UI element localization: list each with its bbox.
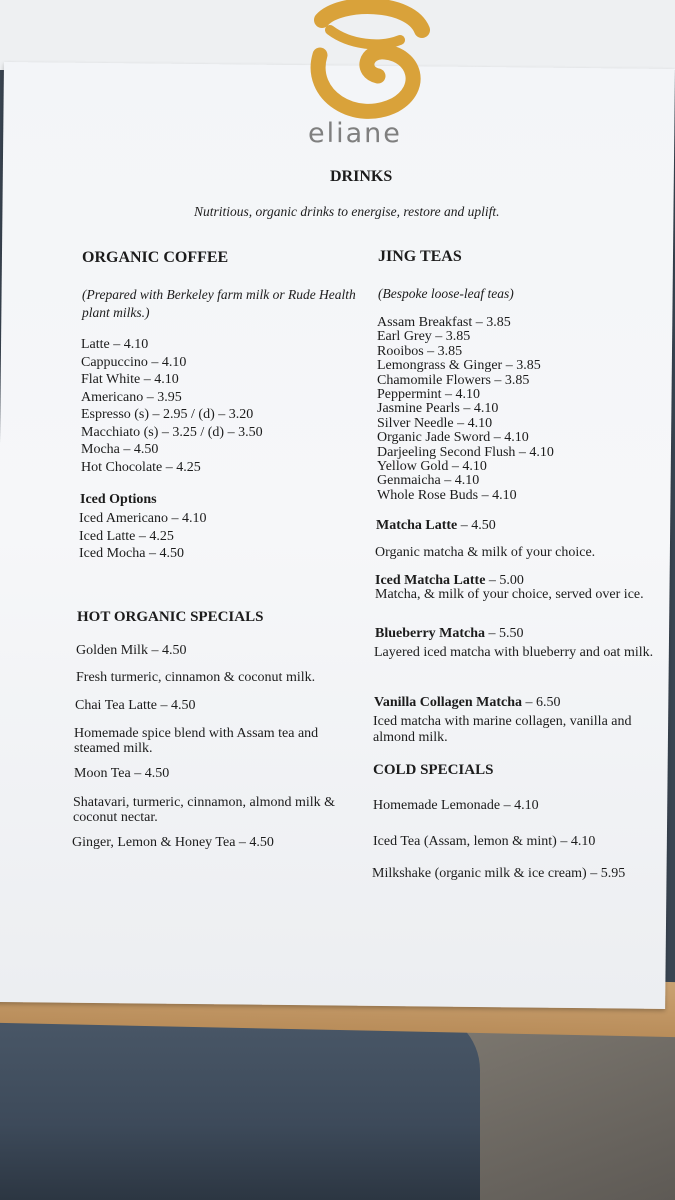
menu-item-desc: Fresh turmeric, cinnamon & coconut milk.	[76, 670, 316, 685]
matcha-item-desc: Matcha, & milk of your choice, served over ice.	[375, 587, 644, 602]
menu-item: Assam Breakfast – 3.85	[377, 315, 511, 330]
menu-item: Milkshake (organic milk & ice cream) – 5.95	[372, 866, 626, 881]
organic-coffee-heading: ORGANIC COFFEE	[82, 249, 229, 266]
menu-item: Silver Needle – 4.10	[377, 415, 493, 431]
brand-name: eliane	[308, 118, 402, 149]
lap-background	[0, 1010, 480, 1200]
matcha-item-price: – 6.50	[522, 695, 561, 710]
menu-item: Iced Latte – 4.25	[79, 528, 174, 544]
menu-item: Latte – 4.10	[81, 337, 149, 352]
menu-item-name: Chai Tea Latte – 4.50	[75, 698, 196, 713]
cold-specials-heading: COLD SPECIALS	[373, 762, 494, 778]
matcha-item-name: Vanilla Collagen Matcha	[374, 695, 523, 710]
menu-item: Flat White – 4.10	[81, 372, 179, 387]
menu-item: Darjeeling Second Flush – 4.10	[377, 444, 554, 460]
menu-item: Lemongrass & Ginger – 3.85	[377, 358, 541, 374]
menu-item: Rooibos – 3.85	[377, 343, 463, 359]
menu-item: Hot Chocolate – 4.25	[81, 459, 201, 475]
matcha-item-desc: Iced matcha with marine collagen, vanilla and almond milk.	[373, 714, 632, 745]
menu-item-desc: Homemade spice blend with Assam tea and steamed milk.	[74, 726, 319, 756]
jing-teas-note: (Bespoke loose-leaf teas)	[378, 286, 514, 301]
menu-item: Macchiato (s) – 3.25 / (d) – 3.50	[81, 424, 263, 440]
matcha-item-name: Blueberry Matcha	[375, 626, 486, 641]
matcha-item-name: Matcha Latte	[376, 518, 458, 533]
menu-item: Cappuccino – 4.10	[81, 354, 187, 370]
menu-item: Earl Grey – 3.85	[377, 329, 471, 345]
matcha-item-price: – 4.50	[457, 518, 496, 533]
iced-options-heading: Iced Options	[80, 492, 157, 507]
menu-item: Espresso (s) – 2.95 / (d) – 3.20	[81, 407, 254, 422]
matcha-item-name: Iced Matcha Latte	[375, 573, 486, 588]
menu-item: Americano – 3.95	[81, 389, 182, 405]
menu-item-name: Golden Milk – 4.50	[76, 643, 187, 658]
matcha-item-desc: Organic matcha & milk of your choice.	[375, 545, 596, 560]
jing-teas-list	[377, 316, 554, 503]
menu-item: Iced Americano – 4.10	[79, 511, 207, 526]
matcha-item-desc: Layered iced matcha with blueberry and oat milk.	[374, 645, 654, 660]
menu-item: Organic Jade Sword – 4.10	[377, 430, 529, 446]
menu-item: Whole Rose Buds – 4.10	[377, 487, 517, 503]
menu-item: Iced Tea (Assam, lemon & mint) – 4.10	[373, 834, 596, 849]
hot-specials-heading: HOT ORGANIC SPECIALS	[77, 609, 264, 625]
menu-item: Homemade Lemonade – 4.10	[373, 798, 539, 813]
menu-item-name: Ginger, Lemon & Honey Tea – 4.50	[72, 835, 274, 850]
matcha-item	[374, 694, 561, 711]
organic-coffee-list	[81, 336, 263, 476]
menu-item: Genmaicha – 4.10	[377, 473, 480, 489]
iced-options-list	[79, 510, 207, 563]
menu-item-name: Moon Tea – 4.50	[74, 766, 170, 781]
tagline: Nutritious, organic drinks to energise, restore and uplift.	[194, 204, 500, 219]
matcha-item	[376, 517, 496, 534]
matcha-item-price: – 5.00	[485, 573, 524, 588]
matcha-item-price: – 5.50	[485, 626, 524, 641]
menu-item: Peppermint – 4.10	[377, 387, 481, 403]
eliane-logo-icon	[300, 0, 430, 122]
menu-item: Jasmine Pearls – 4.10	[377, 401, 499, 417]
matcha-item	[375, 625, 524, 642]
page-title: DRINKS	[330, 168, 393, 185]
menu-item: Chamomile Flowers – 3.85	[377, 372, 530, 388]
menu-item: Iced Mocha – 4.50	[79, 546, 184, 561]
menu-item: Yellow Gold – 4.10	[377, 459, 487, 475]
organic-coffee-note: (Prepared with Berkeley farm milk or Rude Health plant milks.)	[82, 287, 356, 320]
menu-item: Mocha – 4.50	[81, 442, 159, 457]
menu-item-desc: Shatavari, turmeric, cinnamon, almond milk & coconut nectar.	[73, 795, 336, 825]
jing-teas-heading: JING TEAS	[378, 248, 462, 265]
